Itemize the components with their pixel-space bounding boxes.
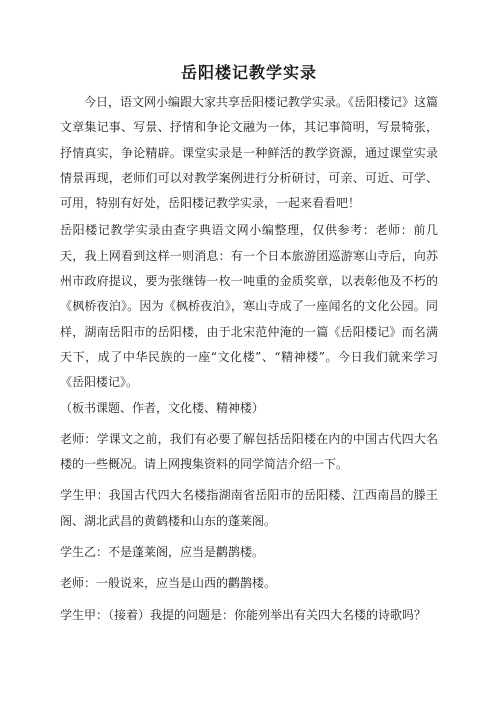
dialog-line: 老师：学课文之前，我们有必要了解包括岳阳楼在内的中国古代四大名楼的一些概况。请上网搜集资料的同学简洁介绍一下。 (60, 431, 438, 472)
dialog-line: 老师：一般说来，应当是山西的鹳鹊楼。 (60, 576, 277, 591)
body-section (60, 218, 438, 420)
dialog-line: 学生甲：我国古代四大名楼指湖南省岳阳市的岳阳楼、江西南昌的滕王阁、湖北武昌的黄鹤楼和山东的蓬莱阁。 (60, 488, 438, 528)
intro-paragraph: 今日，语文网小编跟大家共享岳阳楼记教学实录。《岳阳楼记》这篇文章集记事、写景、抒情和争论文融为一体，其记事简明，写景犄张，抒情真实，争论精辟。课堂实录是一种鲜活的教学资源，通过课堂实录情景再现，老师们可以对教学案例进行分析研讨，可亲、可近、可学、可用，特别有好处，岳阳楼记教学实录，一起来看看吧！ (60, 95, 439, 211)
dialog-line: 学生乙：不是蓬莱阁，应当是鹳鹊楼。 (60, 545, 265, 560)
body-paragraph: 岳阳楼记教学实录由查字典语文网小编整理，仅供参考：老师：前几天，我上网看到这样一则消息：有一个日本旅游团巡游寒山寺后，向苏州市政府提议，要为张继铸一枚一吨重的金质奖章，以表彰他及不朽的《枫桥夜泊》。因为《枫桥夜泊》，寒山寺成了一座闻名的文化公园。同样，湖南岳阳市的岳阳楼，由于北宋范仲淹的一篇《岳阳楼记》而名满天下，成了中华民族的一座“文化楼”、“精神楼”。今日我们就来学习《岳阳楼记》。 (60, 223, 438, 390)
dialog-section (60, 427, 438, 628)
dialog-line: 学生甲：（接着）我提的问题是：你能列举出有关四大名楼的诗歌吗？ (60, 607, 427, 622)
board-note: （板书课题、作者，文化楼、精神楼） (60, 400, 265, 415)
document-title: 岳阳楼记教学实录 (180, 63, 317, 82)
